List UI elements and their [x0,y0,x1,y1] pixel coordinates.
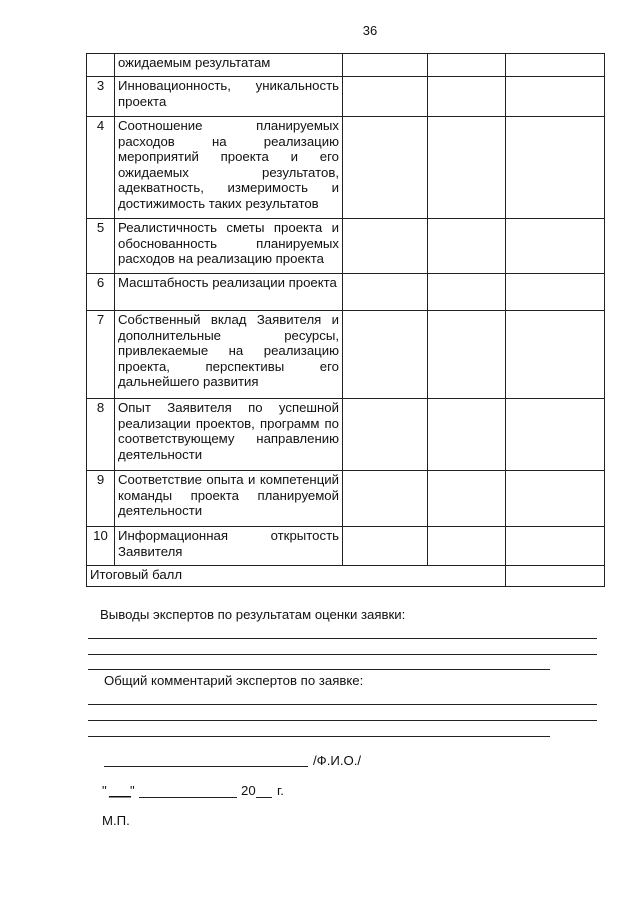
score-cell[interactable] [506,311,605,399]
table-row [87,471,605,527]
table-row [87,399,605,471]
score-cell[interactable] [343,54,428,77]
total-row [87,566,605,587]
table-row [87,219,605,274]
row-number: 4 [87,117,115,219]
conclusions-line[interactable] [88,669,550,670]
total-score-label: Итоговый балл [87,566,506,587]
score-cell[interactable] [428,77,506,117]
row-number [87,54,115,77]
fio-label: /Ф.И.О./ [313,753,362,768]
date-quote-open: " [102,783,107,798]
conclusions-label: Выводы экспертов по результатам оценки заявки: [100,607,406,622]
conclusions-line[interactable] [88,638,597,639]
row-number: 9 [87,471,115,527]
date-month-field[interactable] [139,797,237,798]
score-cell[interactable] [428,399,506,471]
total-score-cell[interactable] [506,566,605,587]
date-quote-close: " [130,783,135,798]
row-number: 8 [87,399,115,471]
score-cell[interactable] [428,471,506,527]
table-row [87,274,605,311]
criterion-text: Соотношение планируемых расходов на реализацию мероприятий проекта и его ожидаемых результатов, адекватность, измеримость и достижимость таких результатов [115,117,343,219]
row-number: 10 [87,527,115,566]
score-cell[interactable] [506,274,605,311]
score-cell[interactable] [343,471,428,527]
score-cell[interactable] [428,219,506,274]
score-cell[interactable] [506,219,605,274]
date-year-prefix: 20 [241,783,256,798]
evaluation-table [86,53,605,587]
row-number: 3 [87,77,115,117]
criterion-text: Собственный вклад Заявителя и дополнительные ресурсы, привлекаемые на реализацию проекта, перспективы его дальнейшего развития [115,311,343,399]
comment-label: Общий комментарий экспертов по заявке: [104,673,364,688]
criterion-text: Реалистичность сметы проекта и обоснованность планируемых расходов на реализацию проекта [115,219,343,274]
score-cell[interactable] [506,471,605,527]
score-cell[interactable] [506,527,605,566]
criterion-text: Масштабность реализации проекта [115,274,343,311]
score-cell[interactable] [428,274,506,311]
score-cell[interactable] [428,117,506,219]
criterion-text: Инновационность, уникальность проекта [115,77,343,117]
signature-line[interactable] [104,766,308,767]
stamp-label: М.П. [102,813,130,828]
table-row [87,77,605,117]
comment-line[interactable] [88,704,597,705]
conclusions-line[interactable] [88,654,597,655]
comment-line[interactable] [88,720,597,721]
score-cell[interactable] [343,527,428,566]
date-day-field[interactable]: ___ [109,783,132,798]
criterion-text: Соответствие опыта и компетенций команды проекта планируемой деятельности [115,471,343,527]
table-row [87,311,605,399]
table-row [87,527,605,566]
criterion-text: Информационная открытость Заявителя [115,527,343,566]
score-cell[interactable] [428,527,506,566]
score-cell[interactable] [343,311,428,399]
row-number: 6 [87,274,115,311]
score-cell[interactable] [506,117,605,219]
criterion-text: ожидаемым результатам [115,54,343,77]
score-cell[interactable] [428,54,506,77]
score-cell[interactable] [506,399,605,471]
score-cell[interactable] [343,219,428,274]
score-cell[interactable] [343,274,428,311]
score-cell[interactable] [343,117,428,219]
score-cell[interactable] [506,54,605,77]
date-year-suffix: г. [277,783,284,798]
score-cell[interactable] [428,311,506,399]
comment-line[interactable] [88,736,550,737]
page-number: 36 [362,23,378,38]
row-number: 7 [87,311,115,399]
table-row [87,117,605,219]
table-row [87,54,605,77]
row-number: 5 [87,219,115,274]
criterion-text: Опыт Заявителя по успешной реализации проектов, программ по соответствующему направлению деятельности [115,399,343,471]
score-cell[interactable] [343,77,428,117]
score-cell[interactable] [343,399,428,471]
date-year-field[interactable] [256,797,272,798]
score-cell[interactable] [506,77,605,117]
